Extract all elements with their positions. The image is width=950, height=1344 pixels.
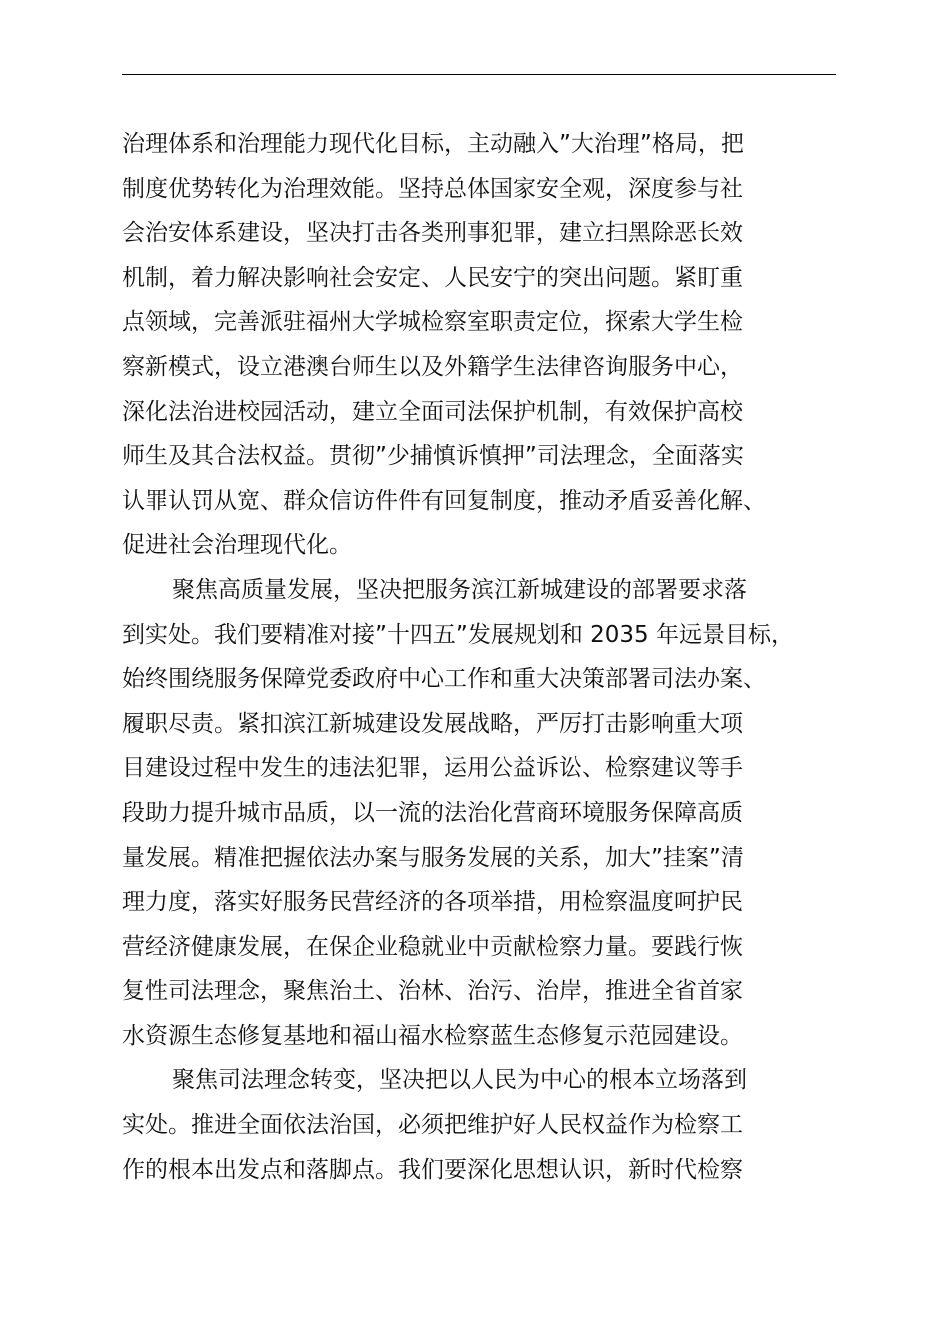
text-line: 聚焦高质量发展，坚决把服务滨江新城建设的部署要求落 xyxy=(172,576,747,603)
text-line: 作的根本出发点和落脚点。我们要深化思想认识，新时代检察 xyxy=(122,1156,743,1183)
text-line: 量发展。精准把握依法办案与服务发展的关系，加大”挂案”清 xyxy=(122,844,744,871)
text-line: 察新模式，设立港澳台师生以及外籍学生法律咨询服务中心， xyxy=(122,353,743,380)
text-line: 师生及其合法权益。贯彻”少捕慎诉慎押”司法理念，全面落实 xyxy=(122,443,744,470)
text-line: 始终围绕服务保障党委政府中心工作和重大决策部署司法办案、 xyxy=(122,666,766,693)
text-line: 认罪认罚从宽、群众信访件件有回复制度，推动矛盾妥善化解、 xyxy=(122,487,766,514)
text-line: 机制，着力解决影响社会安定、人民安宁的突出问题。紧盯重 xyxy=(122,264,743,291)
text-line: 段助力提升城市品质，以一流的法治化营商环境服务保障高质 xyxy=(122,799,743,826)
text-line: 制度优势转化为治理效能。坚持总体国家安全观，深度参与社 xyxy=(122,175,743,202)
text-line: 到实处。我们要精准对接”十四五”发展规划和 2035 年远景目标， xyxy=(122,621,794,648)
text-line: 营经济健康发展，在保企业稳就业中贡献检察力量。要践行恢 xyxy=(122,933,743,960)
text-line: 目建设过程中发生的违法犯罪，运用公益诉讼、检察建议等手 xyxy=(122,755,743,782)
text-line: 深化法治进校园活动，建立全面司法保护机制，有效保护高校 xyxy=(122,398,743,425)
text-line: 促进社会治理现代化。 xyxy=(122,532,352,559)
text-line: 水资源生态修复基地和福山福水检察蓝生态修复示范园建设。 xyxy=(122,1022,743,1049)
document-body xyxy=(122,122,836,1192)
text-line: 点领域，完善派驻福州大学城检察室职责定位，探索大学生检 xyxy=(122,309,743,336)
text-line: 治理体系和治理能力现代化目标，主动融入”大治理”格局，把 xyxy=(122,131,744,157)
text-line: 聚焦司法理念转变，坚决把以人民为中心的根本立场落到 xyxy=(172,1067,747,1094)
text-line: 会治安体系建设，坚决打击各类刑事犯罪，建立扫黑除恶长效 xyxy=(122,220,743,247)
header-rule xyxy=(122,74,836,75)
text-line: 履职尽责。紧扣滨江新城建设发展战略，严厉打击影响重大项 xyxy=(122,710,743,737)
text-line: 实处。推进全面依法治国，必须把维护好人民权益作为检察工 xyxy=(122,1112,743,1139)
text-line: 理力度，落实好服务民营经济的各项举措，用检察温度呵护民 xyxy=(122,889,743,916)
text-line: 复性司法理念，聚焦治土、治林、治污、治岸，推进全省首家 xyxy=(122,978,743,1005)
